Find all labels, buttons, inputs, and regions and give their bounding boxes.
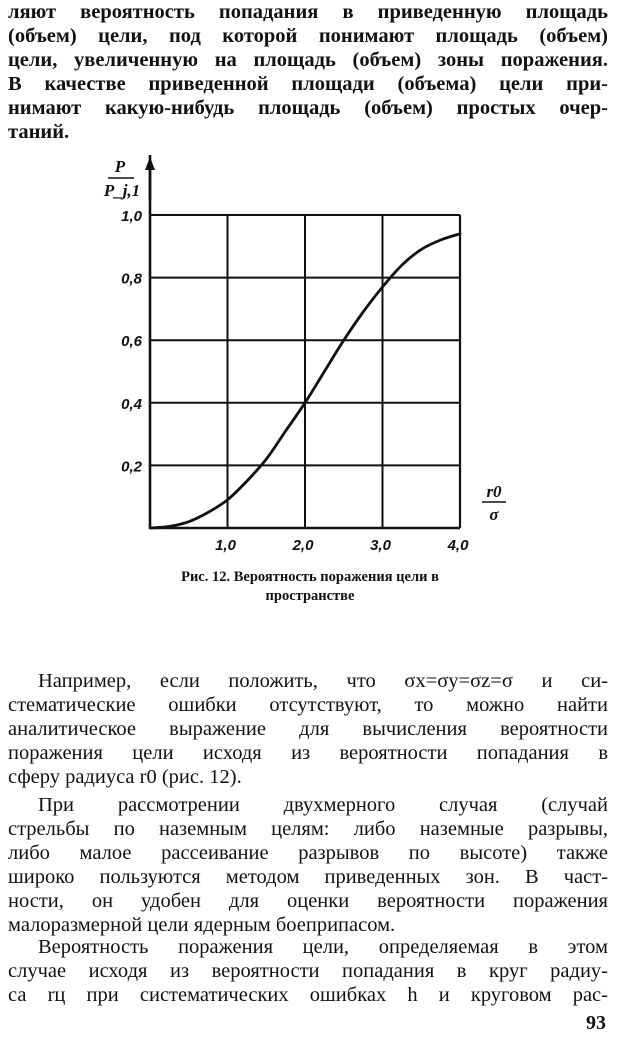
- x-label-denominator: σ: [489, 505, 499, 524]
- text-line: стематические ошибки отсутствуют, то можно найти: [8, 694, 608, 716]
- x-tick-label: 3,0: [370, 537, 391, 554]
- y-label-numerator: P: [114, 157, 126, 176]
- x-tick-label: 1,0: [215, 537, 236, 554]
- text-line: са rц при систематических ошибках h и круговом рас-: [8, 984, 608, 1006]
- page-number: 93: [586, 1012, 606, 1034]
- y-tick-label: 0,2: [121, 458, 142, 476]
- paragraph-3: [8, 793, 608, 937]
- x-label-numerator: r0: [486, 482, 502, 501]
- text-line: аналитическое выражение для вычисления вероятности: [8, 718, 608, 740]
- text-line: малоразмерной цели ядерным боеприпасом.: [8, 914, 396, 936]
- arrow-head-icon: [145, 157, 155, 170]
- y-tick-label: 0,8: [121, 270, 142, 288]
- text-line: Например, если положить, что σx=σy=σz=σ и си-: [38, 670, 608, 692]
- y-tick-label: 0,4: [121, 395, 142, 413]
- text-line: ности, он удобен для оценки вероятности поражения: [8, 890, 608, 912]
- text-line: поражения цели исходя из вероятности попадания в: [8, 742, 608, 764]
- y-tick-label: 1,0: [121, 208, 142, 225]
- text-line: стрельбы по наземным целям: либо наземные разрывы,: [8, 818, 608, 840]
- text-line: (объем) цели, под которой понимают площадь (объем): [8, 25, 608, 47]
- paragraph-4: [8, 935, 608, 1007]
- text-line: случае исходя из вероятности попадания в круг радиу-: [8, 960, 608, 982]
- y-label-denominator: P_j,1: [103, 181, 141, 200]
- text-line: цели, увеличенную на площадь (объем) зоны поражения.: [8, 49, 608, 71]
- text-line: В качестве приведенной площади (объема) цели при-: [8, 73, 608, 95]
- figure-caption: [0, 568, 620, 606]
- text-line: ляют вероятность попадания в приведенную площадь: [8, 1, 608, 23]
- text-line: нимают какую-нибудь площадь (объем) простых очер-: [8, 97, 608, 119]
- chart-grid: [150, 155, 460, 528]
- paragraph-2: [8, 669, 608, 789]
- caption-line: пространстве: [265, 588, 355, 604]
- text-line: таний.: [8, 121, 70, 143]
- y-axis-label: [103, 157, 155, 200]
- text-line: Вероятность поражения цели, определяемая в этом: [38, 936, 608, 958]
- text-line: широко пользуются методом приведенных зон. В част-: [8, 866, 608, 888]
- text-line: При рассмотрении двухмерного случая (случай: [38, 794, 608, 816]
- caption-line: Рис. 12. Вероятность поражения цели в: [181, 569, 439, 585]
- x-tick-label: 2,0: [292, 537, 314, 554]
- chart-ticks: [121, 208, 469, 554]
- text-line: сферу радиуса r0 (рис. 12).: [8, 766, 242, 788]
- y-tick-label: 0,6: [121, 333, 142, 351]
- x-tick-label: 4,0: [447, 537, 469, 554]
- x-axis-label: [482, 482, 506, 524]
- text-line: либо малое рассеивание разрывов по высоте) также: [8, 842, 608, 864]
